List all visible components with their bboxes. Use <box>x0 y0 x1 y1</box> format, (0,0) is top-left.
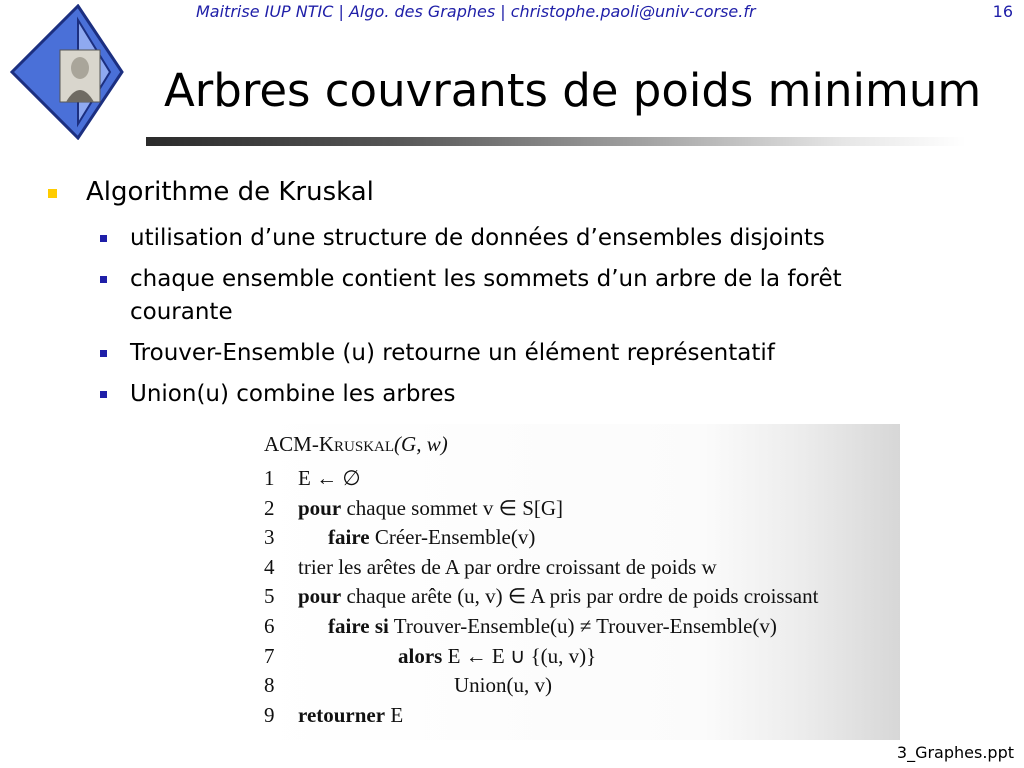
blue-square-bullet-icon <box>100 350 107 357</box>
line-text: E ← E ∪ {(u, v)} <box>442 643 597 668</box>
line-text: trier les arêtes de A par ordre croissant de poids w <box>298 554 717 579</box>
line-body <box>298 555 717 580</box>
line-body <box>398 644 596 669</box>
line-number: 9 <box>264 702 275 727</box>
line-body <box>328 614 777 639</box>
line-text: Créer-Ensemble(v) <box>369 525 536 550</box>
line-body <box>298 584 818 609</box>
header-text: Maitrise IUP NTIC | Algo. des Graphes | christophe.paoli@univ-corse.fr <box>196 2 756 21</box>
blue-square-bullet-icon <box>100 235 107 242</box>
line-body <box>298 496 563 521</box>
page-number: 16 <box>992 2 1013 21</box>
line-text: Trouver-Ensemble(u) ≠ Trouver-Ensemble(v) <box>388 614 777 638</box>
keyword: faire si <box>328 614 389 638</box>
slide-title: Arbres couvrants de poids minimum <box>164 64 982 117</box>
line-text: chaque sommet v ∈ S[G] <box>341 495 564 520</box>
sub-bullet-text: utilisation d’une structure de données d’ensembles disjoints <box>130 225 825 251</box>
main-bullet-text: Algorithme de Kruskal <box>86 177 374 207</box>
sub-bullet <box>100 222 920 255</box>
line-body <box>298 466 361 491</box>
line-number: 2 <box>264 495 275 520</box>
sub-bullet-text: Union(u) combine les arbres <box>130 381 456 407</box>
line-body <box>454 673 552 698</box>
line-number: 1 <box>264 466 275 490</box>
line-text: E ← ∅ <box>298 466 361 490</box>
line-number: 6 <box>264 614 275 638</box>
line-number: 5 <box>264 584 275 609</box>
keyword: faire <box>328 525 370 550</box>
sub-bullet-text: Trouver-Ensemble (u) retourne un élément représentatif <box>130 340 775 366</box>
keyword: alors <box>398 643 443 668</box>
keyword: retourner <box>298 702 386 727</box>
line-number: 3 <box>264 525 275 550</box>
line-body <box>298 703 403 728</box>
blue-square-bullet-icon <box>100 391 107 398</box>
yellow-square-bullet-icon <box>48 189 57 198</box>
title-underline <box>146 137 966 146</box>
keyword: pour <box>298 584 342 609</box>
line-text: E <box>385 702 404 727</box>
line-text: chaque arête (u, v) ∈ A pris par ordre de poids croissant <box>341 584 819 609</box>
kruskal-algorithm-image <box>250 424 900 740</box>
footer-filename: 3_Graphes.ppt <box>896 743 1014 762</box>
line-number: 8 <box>264 673 275 698</box>
line-number: 7 <box>264 643 275 668</box>
sub-bullet <box>100 263 920 329</box>
keyword: pour <box>298 495 342 520</box>
course-logo-icon <box>10 4 124 140</box>
blue-square-bullet-icon <box>100 276 107 283</box>
line-body <box>328 525 535 550</box>
sub-bullet-text: chaque ensemble contient les sommets d’un arbre de la forêt courante <box>130 266 842 325</box>
sub-bullet <box>100 378 920 411</box>
line-text: Union(u, v) <box>454 673 552 698</box>
line-number: 4 <box>264 554 275 579</box>
algorithm-header: ACM-Kruskal(G, w) <box>264 432 448 456</box>
sub-bullet <box>100 337 920 370</box>
